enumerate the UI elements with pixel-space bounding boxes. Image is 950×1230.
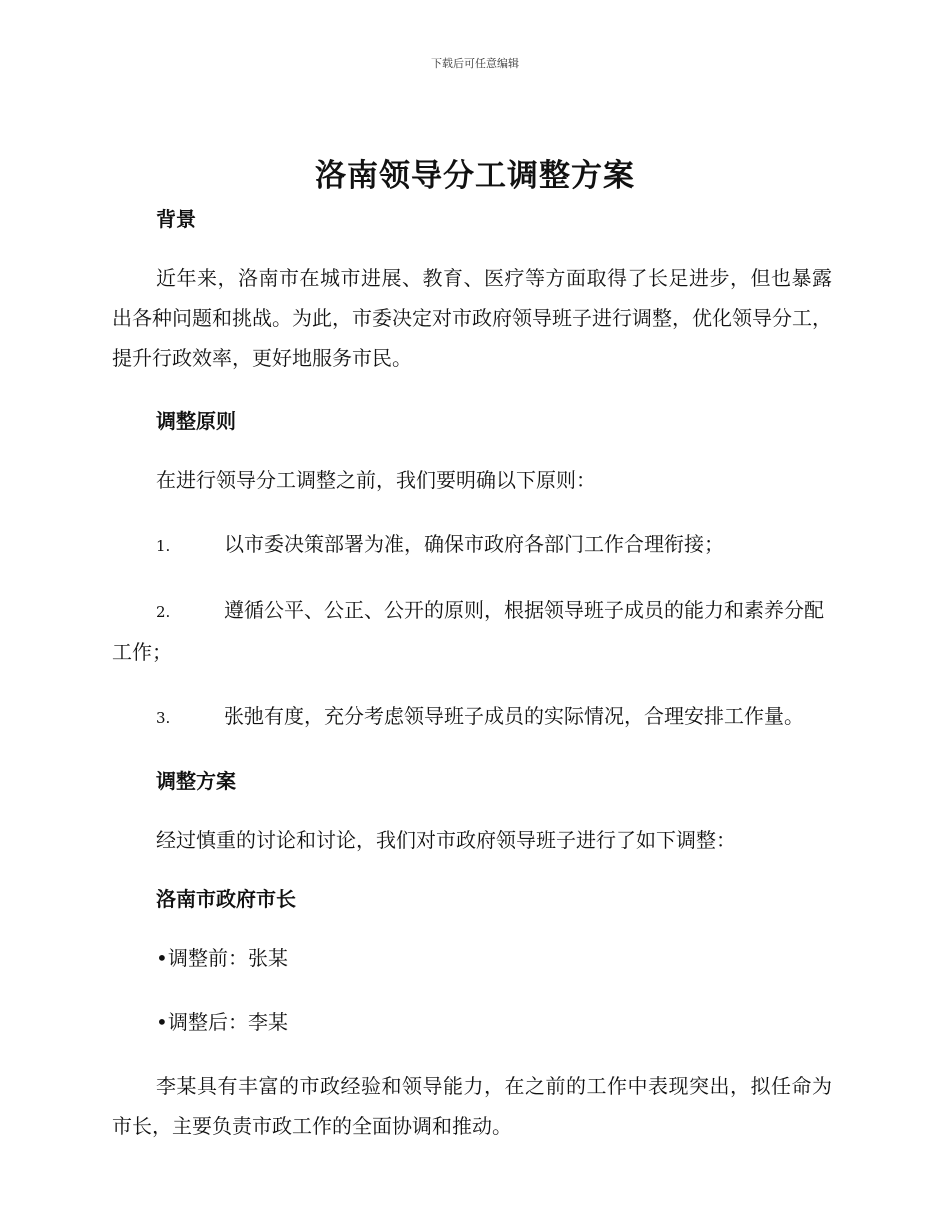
list-text: 以市委决策部署为准，确保市政府各部门工作合理衔接；: [224, 532, 724, 556]
section-heading-principles: 调整原则: [156, 409, 236, 433]
document-title: 洛南领导分工调整方案: [315, 158, 635, 194]
list-text: 张弛有度，充分考虑领导班子成员的实际情况，合理安排工作量。: [224, 704, 804, 728]
mayor-after: [112, 1002, 832, 1042]
list-number: 3.: [156, 709, 171, 727]
list-number: 1.: [156, 537, 171, 555]
mayor-before-text: 调整前：张某: [168, 946, 288, 970]
list-number: 2.: [156, 603, 171, 621]
principle-item-3: [112, 696, 832, 738]
principle-item-1: [112, 524, 832, 566]
subheading-mayor: 洛南市政府市长: [156, 887, 296, 911]
mayor-after-text: 调整后：李某: [168, 1010, 288, 1034]
background-paragraph: 近年来，洛南市在城市进展、教育、医疗等方面取得了长足进步，但也暴露出各种问题和挑战。为此，市委决定对市政府领导班子进行调整，优化领导分工，提升行政效率，更好地服务市民。: [112, 266, 832, 370]
section-heading-background: 背景: [156, 207, 196, 231]
principle-item-2: [112, 590, 832, 672]
principles-intro: 在进行领导分工调整之前，我们要明确以下原则：: [156, 468, 596, 492]
plan-intro: 经过慎重的讨论和讨论，我们对市政府领导班子进行了如下调整：: [156, 828, 736, 852]
section-heading-plan: 调整方案: [156, 769, 236, 793]
header-note: 下载后可任意编辑: [431, 57, 519, 70]
mayor-before: [112, 938, 832, 978]
document-body: [112, 204, 832, 1146]
list-text: 遵循公平、公正、公开的原则，根据领导班子成员的能力和素养分配工作；: [112, 598, 824, 664]
mayor-description: 李某具有丰富的市政经验和领导能力，在之前的工作中表现突出，拟任命为市长，主要负责市政工作的全面协调和推动。: [112, 1074, 832, 1138]
bullet-icon: •: [156, 1010, 168, 1034]
bullet-icon: •: [156, 946, 168, 970]
